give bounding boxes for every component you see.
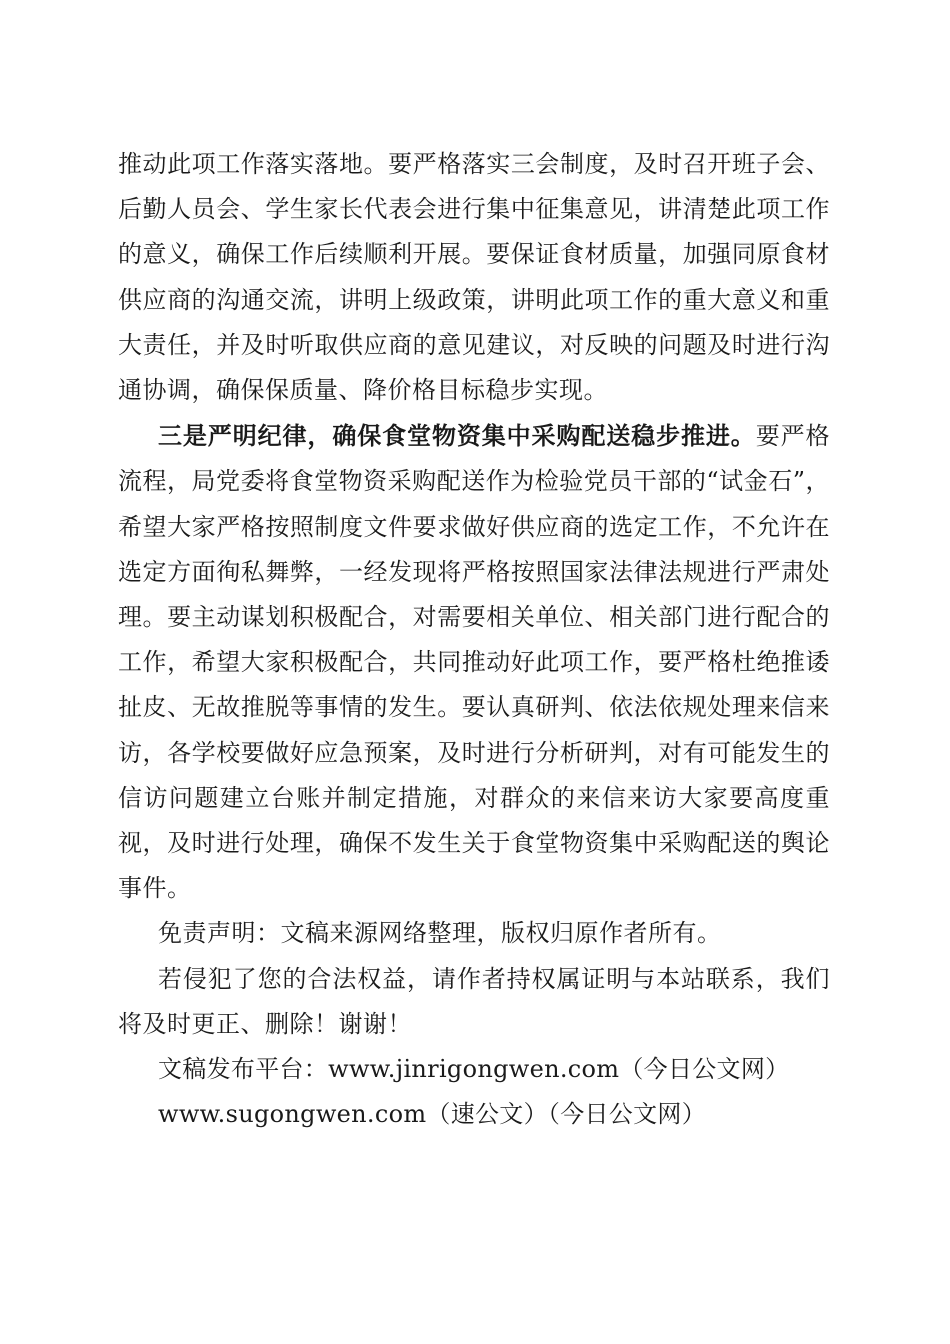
- paragraph-lead-heading: 三是严明纪律，确保食堂物资集中采购配送稳步推进。: [158, 421, 756, 451]
- infringement-notice: 若侵犯了您的合法权益，请作者持权属证明与本站联系，我们将及时更正、删除！谢谢！: [118, 964, 830, 1038]
- body-paragraph-2: [118, 413, 830, 911]
- body-paragraph-1: 推动此项工作落实落地。要严格落实三会制度，及时召开班子会、后勤人员会、学生家长代表会进行集中征集意见，讲清楚此项工作的意义，确保工作后续顺利开展。要保证食材质量，加强同原食材供应商的沟通交流，讲明上级政策，讲明此项工作的重大意义和重大责任，并及时听取供应商的意见建议，对反映的问题及时进行沟通协调，确保保质量、降价格目标稳步实现。: [118, 150, 830, 405]
- paragraph-body-text: 要严格流程，局党委将食堂物资采购配送作为检验党员干部的“试金石”，希望大家严格按照制度文件要求做好供应商的选定工作，不允许在选定方面徇私舞弊，一经发现将严格按照国家法律法规进行严肃处理。要主动谋划积极配合，对需要相关单位、相关部门进行配合的工作，希望大家积极配合，共同推动好此项工作，要严格杜绝推诿扯皮、无故推脱等事情的发生。要认真研判、依法依规处理来信来访，各学校要做好应急预案，及时进行分析研判，对有可能发生的信访问题建立台账并制定措施，对群众的来信来访大家要高度重视，及时进行处理，确保不发生关于食堂物资集中采购配送的舆论事件。: [118, 422, 831, 903]
- publish-platform-line: 文稿发布平台：www.jinrigongwen.com（今日公文网）: [158, 1055, 790, 1084]
- document-page: [118, 142, 830, 1137]
- platform-site-line: www.sugongwen.com（速公文）（今日公文网）: [158, 1100, 706, 1129]
- disclaimer-line: 免责声明：文稿来源网络整理，版权归原作者所有。: [158, 919, 722, 948]
